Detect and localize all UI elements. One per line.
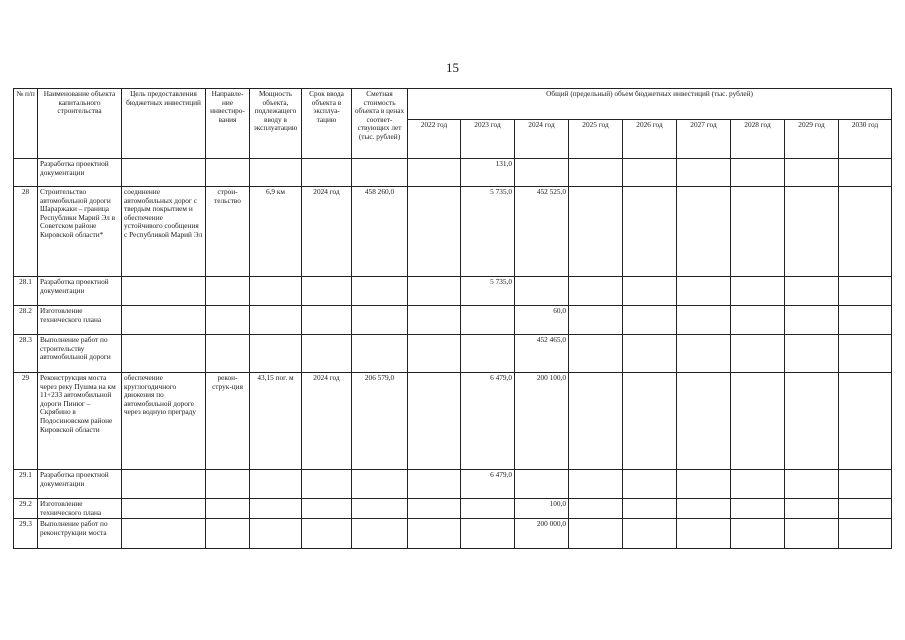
cell-2023 — [461, 335, 515, 373]
cell-num: 28.1 — [14, 277, 38, 306]
cell-direction: строи-тельство — [206, 187, 250, 277]
cell-capacity — [250, 306, 302, 335]
cell-num: 28.2 — [14, 306, 38, 335]
cell-term — [302, 519, 352, 549]
cell-name: Изготовление технического плана — [38, 306, 122, 335]
cell-direction — [206, 519, 250, 549]
cell-goal — [122, 335, 206, 373]
cell-2026 — [623, 519, 677, 549]
cell-2026 — [623, 499, 677, 519]
cell-term — [302, 470, 352, 499]
cell-2028 — [731, 519, 785, 549]
cell-2030 — [839, 187, 892, 277]
cell-2026 — [623, 187, 677, 277]
cell-2026 — [623, 470, 677, 499]
cell-2030 — [839, 159, 892, 187]
cell-term — [302, 335, 352, 373]
cell-num: 29.3 — [14, 519, 38, 549]
cell-2022 — [408, 277, 461, 306]
col-header-year: 2029 год — [785, 120, 839, 159]
col-header-year: 2030 год — [839, 120, 892, 159]
col-header-goal: Цель предоставления бюджетных инвестиций — [122, 89, 206, 159]
cell-2023: 6 479,0 — [461, 373, 515, 470]
cell-2023: 6 479,0 — [461, 470, 515, 499]
cell-2028 — [731, 159, 785, 187]
cell-2026 — [623, 373, 677, 470]
cell-name: Изготовление технического плана — [38, 499, 122, 519]
col-header-year: 2024 год — [515, 120, 569, 159]
cell-goal — [122, 499, 206, 519]
cell-2025 — [569, 499, 623, 519]
cell-term: 2024 год — [302, 373, 352, 470]
cell-2022 — [408, 470, 461, 499]
cell-estimate — [352, 306, 408, 335]
cell-2024 — [515, 470, 569, 499]
cell-2027 — [677, 335, 731, 373]
cell-2024: 60,0 — [515, 306, 569, 335]
col-header-year: 2023 год — [461, 120, 515, 159]
cell-capacity — [250, 470, 302, 499]
cell-goal — [122, 470, 206, 499]
cell-2027 — [677, 499, 731, 519]
cell-num: 28.3 — [14, 335, 38, 373]
cell-2030 — [839, 335, 892, 373]
cell-estimate — [352, 470, 408, 499]
cell-num: 28 — [14, 187, 38, 277]
cell-2028 — [731, 277, 785, 306]
cell-2029 — [785, 277, 839, 306]
cell-2024 — [515, 277, 569, 306]
page-number: 15 — [446, 60, 459, 75]
table-row — [14, 499, 892, 519]
cell-name: Выполнение работ по строительству автомобильной дороги — [38, 335, 122, 373]
col-header-year: 2027 год — [677, 120, 731, 159]
col-header-year: 2025 год — [569, 120, 623, 159]
cell-2022 — [408, 519, 461, 549]
cell-2022 — [408, 187, 461, 277]
cell-2029 — [785, 373, 839, 470]
col-header-total: Общий (предельный) объем бюджетных инвестиций (тыс. рублей) — [408, 89, 892, 120]
cell-name: Реконструкция моста через реку Пушма на км 11+233 автомобильной дороги Пинюг – Скрябино в Подосиновском районе Кировской области — [38, 373, 122, 470]
cell-direction — [206, 470, 250, 499]
cell-goal: соединение автомобильных дорог с твердым покрытием и обеспечение устойчивого сообщения с Республикой Марий Эл — [122, 187, 206, 277]
cell-direction — [206, 159, 250, 187]
cell-estimate — [352, 519, 408, 549]
cell-2023 — [461, 519, 515, 549]
cell-2028 — [731, 187, 785, 277]
cell-capacity — [250, 159, 302, 187]
col-header-estimate: Сметная стоимость объекта в ценах соответ-ствующих лет (тыс. рублей) — [352, 89, 408, 159]
cell-goal — [122, 159, 206, 187]
cell-goal — [122, 277, 206, 306]
cell-2030 — [839, 519, 892, 549]
cell-term — [302, 306, 352, 335]
cell-num: 29.2 — [14, 499, 38, 519]
cell-2027 — [677, 306, 731, 335]
col-header-name: Наименование объекта капитального строительства — [38, 89, 122, 159]
cell-estimate — [352, 159, 408, 187]
cell-capacity — [250, 335, 302, 373]
col-header-direction: Направле-ние инвестиро-вания — [206, 89, 250, 159]
cell-2022 — [408, 335, 461, 373]
cell-capacity — [250, 277, 302, 306]
cell-2023: 5 735,0 — [461, 187, 515, 277]
cell-term — [302, 499, 352, 519]
cell-2022 — [408, 499, 461, 519]
cell-2025 — [569, 159, 623, 187]
cell-capacity — [250, 519, 302, 549]
cell-2027 — [677, 470, 731, 499]
cell-goal — [122, 519, 206, 549]
cell-name: Строительство автомобильной дороги Шараржаки – граница Республики Марий Эл в Советском районе Кировской области* — [38, 187, 122, 277]
cell-goal — [122, 306, 206, 335]
table-row — [14, 373, 892, 470]
cell-direction — [206, 306, 250, 335]
table-row — [14, 159, 892, 187]
cell-2024: 452 525,0 — [515, 187, 569, 277]
cell-2027 — [677, 277, 731, 306]
cell-direction — [206, 277, 250, 306]
cell-2024 — [515, 159, 569, 187]
cell-2022 — [408, 159, 461, 187]
cell-name: Разработка проектной документации — [38, 159, 122, 187]
cell-num: 29 — [14, 373, 38, 470]
cell-2026 — [623, 335, 677, 373]
cell-2022 — [408, 306, 461, 335]
cell-2029 — [785, 335, 839, 373]
cell-estimate — [352, 335, 408, 373]
cell-2024: 200 000,0 — [515, 519, 569, 549]
table-row — [14, 335, 892, 373]
col-header-capacity: Мощность объекта, подлежащего вводу в эксплуатацию — [250, 89, 302, 159]
table-row — [14, 277, 892, 306]
cell-2029 — [785, 519, 839, 549]
cell-2026 — [623, 306, 677, 335]
cell-name: Разработка проектной документации — [38, 277, 122, 306]
cell-2025 — [569, 335, 623, 373]
cell-2025 — [569, 306, 623, 335]
cell-2024: 100,0 — [515, 499, 569, 519]
cell-2022 — [408, 373, 461, 470]
col-header-year: 2026 год — [623, 120, 677, 159]
cell-term: 2024 год — [302, 187, 352, 277]
cell-2025 — [569, 187, 623, 277]
cell-name: Выполнение работ по реконструкции моста — [38, 519, 122, 549]
cell-2024: 452 465,0 — [515, 335, 569, 373]
cell-2024: 200 100,0 — [515, 373, 569, 470]
cell-capacity — [250, 499, 302, 519]
col-header-year: 2028 год — [731, 120, 785, 159]
cell-2026 — [623, 277, 677, 306]
cell-num — [14, 159, 38, 187]
cell-2028 — [731, 373, 785, 470]
cell-2027 — [677, 519, 731, 549]
cell-2023 — [461, 306, 515, 335]
cell-2025 — [569, 470, 623, 499]
table-row — [14, 306, 892, 335]
budget-investment-table — [13, 88, 892, 549]
cell-estimate: 458 260,0 — [352, 187, 408, 277]
table-row — [14, 187, 892, 277]
cell-direction — [206, 499, 250, 519]
cell-2029 — [785, 187, 839, 277]
cell-2029 — [785, 499, 839, 519]
cell-2026 — [623, 159, 677, 187]
col-header-term: Срок ввода объекта в эксплуа-тацию — [302, 89, 352, 159]
table-row — [14, 470, 892, 499]
cell-name: Разработка проектной документации — [38, 470, 122, 499]
cell-2027 — [677, 373, 731, 470]
col-header-num: № п/п — [14, 89, 38, 159]
cell-2023: 131,0 — [461, 159, 515, 187]
cell-estimate — [352, 277, 408, 306]
cell-2030 — [839, 277, 892, 306]
cell-2025 — [569, 519, 623, 549]
cell-2028 — [731, 499, 785, 519]
cell-2028 — [731, 470, 785, 499]
cell-2025 — [569, 373, 623, 470]
table-row — [14, 519, 892, 549]
cell-2029 — [785, 470, 839, 499]
cell-2029 — [785, 306, 839, 335]
cell-num: 29.1 — [14, 470, 38, 499]
cell-direction: рекон-струк-ция — [206, 373, 250, 470]
cell-2030 — [839, 470, 892, 499]
cell-direction — [206, 335, 250, 373]
cell-term — [302, 159, 352, 187]
cell-term — [302, 277, 352, 306]
cell-2027 — [677, 187, 731, 277]
cell-2030 — [839, 373, 892, 470]
cell-2030 — [839, 306, 892, 335]
cell-2029 — [785, 159, 839, 187]
cell-capacity: 43,15 пог. м — [250, 373, 302, 470]
cell-capacity: 6,9 км — [250, 187, 302, 277]
cell-2030 — [839, 499, 892, 519]
cell-estimate: 206 579,0 — [352, 373, 408, 470]
cell-estimate — [352, 499, 408, 519]
col-header-year: 2022 год — [408, 120, 461, 159]
cell-2023: 5 735,0 — [461, 277, 515, 306]
cell-2027 — [677, 159, 731, 187]
cell-2023 — [461, 499, 515, 519]
cell-goal: обеспечение круглогодичного движения по автомобильной дороге через водную преграду — [122, 373, 206, 470]
cell-2028 — [731, 335, 785, 373]
cell-2025 — [569, 277, 623, 306]
cell-2028 — [731, 306, 785, 335]
